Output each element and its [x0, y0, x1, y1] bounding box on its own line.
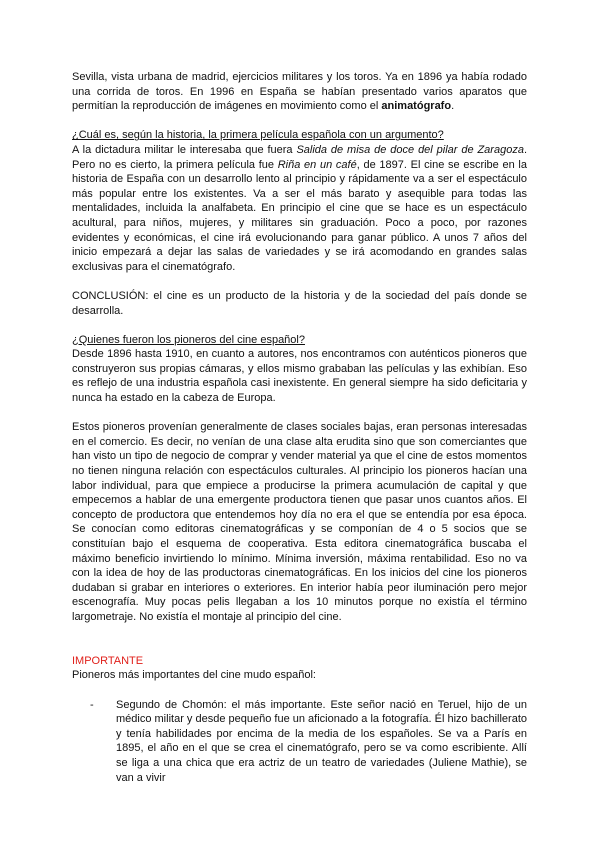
section-1-paragraph — [72, 143, 527, 274]
document-body — [72, 70, 527, 785]
section-1-question: ¿Cuál es, según la historia, la primera película española con un argumento? — [72, 129, 444, 142]
section-1-text-2: . Pero no es cierto, la primera película fue — [72, 143, 527, 171]
list-item — [90, 698, 527, 786]
list-bullet: - — [90, 698, 94, 711]
section-2-paragraph-1: Desde 1896 hasta 1910, en cuanto a autores, nos encontramos con auténticos pioneros que construyeron sus propias cámaras, y ellos mismo grababan las películas y las exhibían. Eso es reflejo de una industria española casi inexistente. En general siempre ha sido deficitaria y nunca ha estado en la cabeza de Europa. — [72, 348, 527, 405]
paragraph-intro-bold-term: animatógrafo — [381, 100, 452, 113]
spacer — [72, 683, 527, 698]
paragraph-intro-end: . — [451, 100, 455, 113]
spacer — [72, 639, 527, 654]
section-2-question: ¿Quienes fueron los pioneros del cine español? — [72, 333, 305, 346]
section-2-paragraph-2: Estos pioneros provenían generalmente de clases sociales bajas, eran personas interesadas en el comercio. Es decir, no venían de una clase alta erudita sino que son comerciantes que han visto un tipo de negocio de comprar y vender material ya que el cine de estos momentos no tienen ninguna relación con espectáculos culturales. Al principio los pioneros hacían una labor individual, para que empiece a producirse la primera acumulación de capital y que empecemos a hablar de una emergente productora tienen que pasar unos cuantos años. El concepto de productora que entendemos hoy día no era el que se entendía por esa época. Se conocían como editoras cinematográficas y se componían de 4 o 5 socios que se constituían bajo el esquema de cooperativa. Esta editora cinematográfica buscaba el máximo beneficio invirtiendo lo mínimo. Mínima inversión, máxima rentabilidad. Eso no va con la idea de hoy de las productoras cinematográficas. En los inicios del cine los pioneros dudaban si grabar en interiores o exteriores. En interior había peor iluminación pero mejor escenografía. Muy pocas pelis llegaban a los 10 minutos porque no existía el término largometraje. No existía el montaje al principio del cine. — [72, 421, 527, 623]
spacer — [72, 625, 527, 640]
conclusion-paragraph: CONCLUSIÓN: el cine es un producto de la historia y de la sociedad del país donde se desarrolla. — [72, 289, 527, 317]
section-1-text-3: , de 1897. El cine se escribe en la historia de España con un desarrollo lento al principio y rápidamente va a ser el espectáculo más popular entre los existentes. Va a ser el más barato y asequible para todas las mentalidades, incluida la analfabeta. En principio el cine que se hace es un espectáculo acultural, para niños, mujeres, y militares sin graduación. Poco a poco, por razones evidentes y económicas, el cine irá evolucionando para ganar público. A unos 7 años del inicio empezará a dejar las salas de variedades y se irá acomodando en grandes salas exclusivas para el cinematógrafo. — [72, 158, 527, 273]
important-intro: Pioneros más importantes del cine mudo español: — [72, 669, 316, 682]
important-label: IMPORTANTE — [72, 654, 144, 667]
spacer — [72, 318, 527, 333]
list-item-text: Segundo de Chomón: el más importante. Este señor nació en Teruel, hijo de un médico militar y desde pequeño fue un aficionado a la fotografía. Él hizo bachillerato y tenía habilidades por encima de la media de los españoles. Se va a París en 1895, el año en el que se crea el cinematógrafo, pero se va como escribiente. Allí se liga a una chica que era actriz de un teatro de variedades (Juliene Mathie), se van a vivir — [116, 698, 527, 784]
spacer — [72, 406, 527, 421]
spacer — [72, 274, 527, 289]
section-1-film-title-1: Salida de misa de doce del pilar de Zaragoza — [296, 143, 524, 156]
spacer — [72, 114, 527, 129]
paragraph-intro-text: Sevilla, vista urbana de madrid, ejercicios militares y los toros. Ya en 1896 ya había rodado una corrida de toros. En 1996 en España se habían presentado varios aparatos que permitían la reproducción de imágenes en movimiento como el — [72, 71, 527, 113]
paragraph-intro — [72, 70, 527, 114]
section-1-text-1: A la dictadura militar le interesaba que fuera — [72, 143, 297, 156]
section-1-film-title-2: Riña en un café — [277, 158, 357, 171]
